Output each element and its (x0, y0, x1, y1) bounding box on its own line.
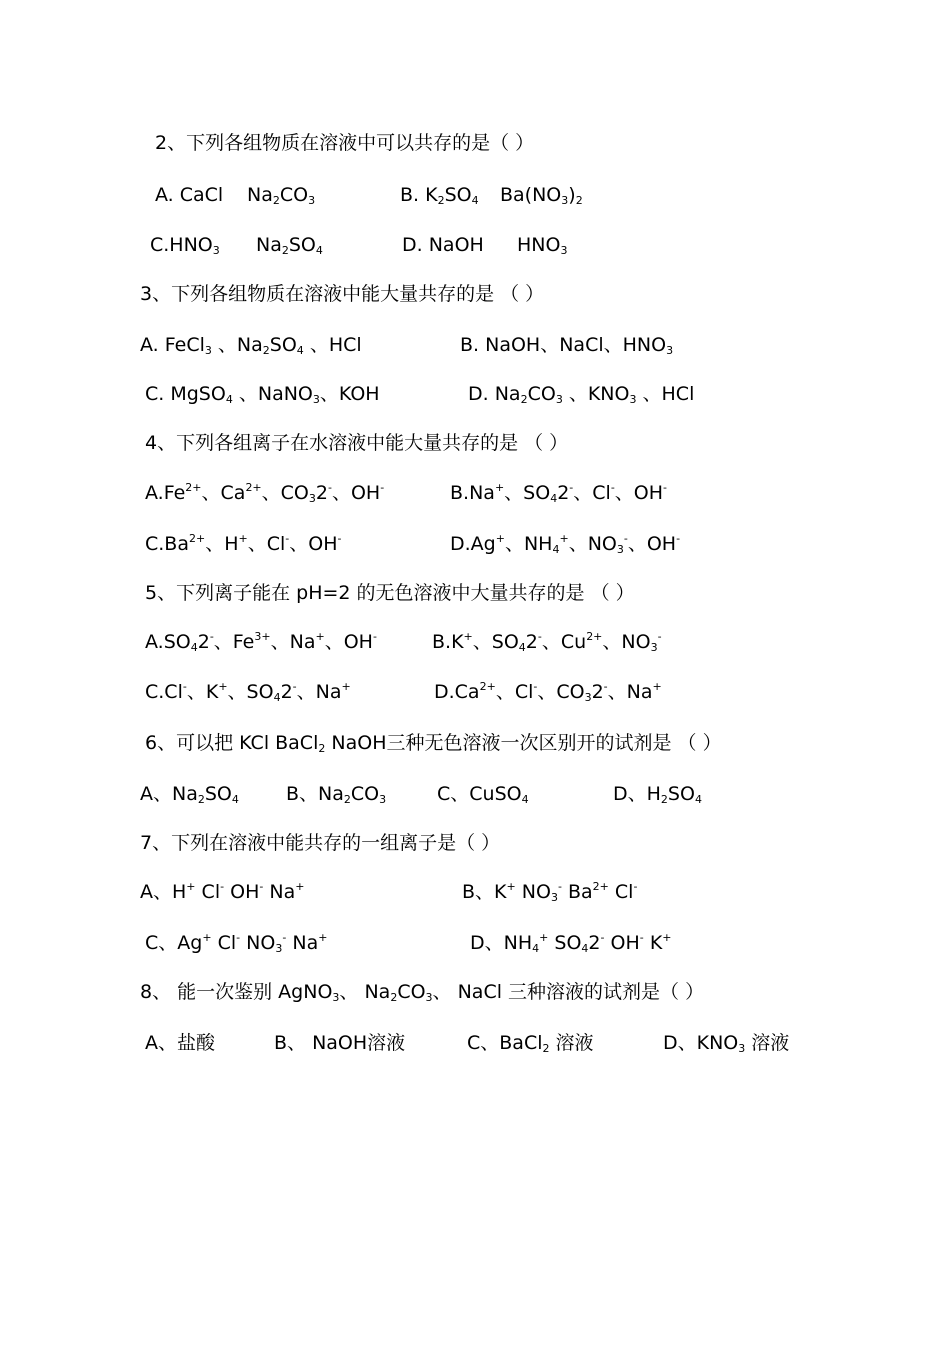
question-5-option-c: C.Cl-、K+、$SO_42^-$、Na+ (145, 680, 351, 704)
question-4-option-c: $C.Ba^{2+}$、H+、Cl-、OH- (145, 532, 342, 555)
question-8-option-c: C、BaCl$_2$ 溶液 (467, 1032, 594, 1055)
question-5-option-b: B.K+、$SO_42^-$、$Cu^{2+}$、$NO_3^-$ (432, 630, 662, 654)
question-6-option-c: C、CuSO$_4$ (437, 783, 529, 806)
question-4-option-d: D.Ag+、$NH_4^+$、$NO_3^-$、OH- (450, 532, 681, 556)
question-4-option-b: B.Na+、$SO_42^-$、Cl-、OH- (450, 481, 668, 505)
question-3-option-b: B. NaOH、NaCl、$HNO_3$ (460, 334, 674, 357)
question-8-stem: 8、 能一次鉴别 AgNO$_3$、 $Na_2CO_3$、 NaCl 三种溶液的试剂是（ ） (140, 981, 705, 1004)
question-7-option-d: D、$NH_4^+$ $SO_42^-$ OH- K+ (470, 931, 672, 955)
question-3-option-d: D. $Na_2CO_3$ 、$KNO_3$ 、HCl (468, 383, 695, 406)
question-7-option-c: C、Ag+ Cl- $NO_3^-$ Na+ (145, 931, 328, 955)
question-8-option-b: B、 NaOH溶液 (274, 1032, 406, 1054)
question-6-option-b: B、$Na_2CO_3$ (286, 783, 387, 806)
question-4-stem: 4、下列各组离子在水溶液中能大量共存的是 （ ） (145, 432, 569, 454)
question-7-stem: 7、下列在溶液中能共存的一组离子是（ ） (140, 832, 501, 854)
question-7-option-b: B、K+ $NO_3^-$ $Ba^{2+}$ Cl- (462, 880, 638, 904)
question-8-option-d: D、$KNO_3$ 溶液 (663, 1032, 790, 1055)
question-5-stem: 5、下列离子能在 pH=2 的无色溶液中大量共存的是 （ ） (145, 582, 635, 604)
question-5-option-d: $D.Ca^{2+}$、Cl-、$CO_32^-$、Na+ (434, 680, 662, 704)
question-3-stem: 3、下列各组物质在溶液中能大量共存的是 （ ） (140, 283, 545, 305)
question-6-stem: 6、可以把 KCl BaCl$_2$ NaOH三种无色溶液一次区别开的试剂是 （ ） (145, 732, 722, 755)
question-3-option-c: C. MgSO$_4$ 、NaNO$_3$、KOH (145, 383, 380, 406)
question-8-option-a: A、盐酸 (145, 1032, 215, 1054)
question-2-stem: 2、下列各组物质在溶液中可以共存的是（ ） (155, 132, 535, 154)
question-5-option-a: $A.SO_42^-$、$Fe^{3+}$、Na+、OH- (145, 630, 377, 654)
question-3-option-a: A. FeCl$_3$ 、$Na_2SO_4$ 、HCl (140, 334, 362, 357)
question-6-option-a: A、$Na_2SO_4$ (140, 783, 239, 806)
question-7-option-a: A、H+ Cl- OH- Na+ (140, 880, 305, 903)
question-4-option-a: $A.Fe^{2+}$、$Ca^{2+}$、$CO_32^-$、OH- (145, 481, 385, 505)
question-6-option-d: D、$H_2SO_4$ (613, 783, 702, 806)
